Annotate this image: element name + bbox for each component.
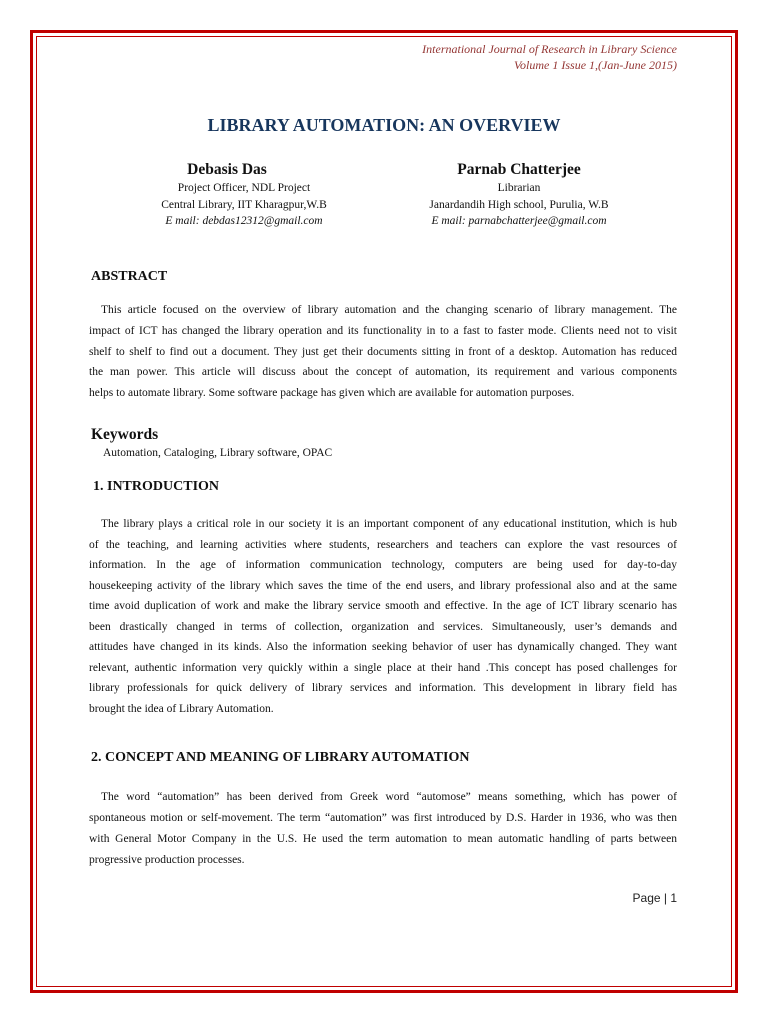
paper-title: LIBRARY AUTOMATION: AN OVERVIEW xyxy=(207,115,561,135)
paragraph-line: relevant, authentic information very quickly within a single place at their hand .This concept has posed challenges for xyxy=(89,661,677,674)
paragraph-line: been drastically changed in terms of collection, organization and services. Simultaneously, user’s demands and xyxy=(89,620,677,633)
paragraph-line: spontaneous motion or self-movement. The term “automation” was first introduced by D.S. Harder in 1936, who was then xyxy=(89,811,677,824)
journal-issue: Volume 1 Issue 1,(Jan-June 2015) xyxy=(514,58,677,72)
section-heading: 2. CONCEPT AND MEANING OF LIBRARY AUTOMATION xyxy=(91,750,470,765)
paragraph-line: impact of ICT has changed the library operation and its functionality in to a fast to faster mode. Clients need not to visit xyxy=(89,324,677,337)
paragraph-line: shelf to shelf to find out a document. They just get their documents sitting in front of a desktop. Automation has reduced xyxy=(89,345,677,358)
paragraph-line: of the teaching, and learning activities where students, researchers and teachers can explore the vast resources of xyxy=(89,538,677,551)
author-name: Parnab Chatterjee xyxy=(457,161,581,178)
author-name: Debasis Das xyxy=(187,161,267,178)
paragraph-line: housekeeping activity of the library which saves the time of the end users, and library professional also and at the same xyxy=(89,579,677,592)
journal-header xyxy=(422,41,677,73)
keywords-heading: Keywords xyxy=(91,426,159,443)
author-affiliation: Janardandih High school, Purulia, W.B xyxy=(429,198,609,211)
journal-name: International Journal of Research in Library Science xyxy=(422,42,677,56)
author-position: Librarian xyxy=(497,182,541,194)
page-number: Page | 1 xyxy=(632,891,677,905)
author-email: E mail: debdas12312@gmail.com xyxy=(165,215,323,227)
author-email: E mail: parnabchatterjee@gmail.com xyxy=(431,215,607,227)
paragraph-line: with General Motor Company in the U.S. He used the term automation to mean automatic handling of parts between xyxy=(89,832,677,845)
paragraph-line: attitudes have changed in its kinds. Also the information seeking behavior of user has dynamically changed. They want xyxy=(89,641,677,654)
paragraph-line: This article focused on the overview of library automation and the changing scenario of library management. The xyxy=(101,304,677,316)
abstract-text xyxy=(89,300,677,404)
paragraph-line: information. In the age of information communication technology, computers are being used for day-to-day xyxy=(89,559,677,572)
abstract-heading: ABSTRACT xyxy=(91,269,168,284)
paragraph-line: brought the idea of Library Automation. xyxy=(89,702,274,715)
section-text xyxy=(89,787,677,871)
paragraph-line: The word “automation” has been derived from Greek word “automose” means something, which has power of xyxy=(101,791,677,803)
paragraph-line: helps to automate library. Some software package has given which are available for automation purposes. xyxy=(89,387,575,399)
paragraph-line: the man power. This article will discuss about the concept of automation, its requirement and various components xyxy=(89,366,677,379)
keywords-list: Automation, Cataloging, Library software, OPAC xyxy=(103,447,333,459)
paragraph-line: progressive production processes. xyxy=(89,853,245,866)
author-details xyxy=(124,180,364,230)
paragraph-line: time avoid duplication of work and make the library service smooth and effective. In the age of ICT library scenario has xyxy=(89,600,677,613)
section-heading: 1. INTRODUCTION xyxy=(93,479,220,494)
section-text xyxy=(89,514,677,719)
author-position: Project Officer, NDL Project xyxy=(177,182,311,194)
author-affiliation: Central Library, IIT Kharagpur,W.B xyxy=(161,198,327,211)
paragraph-line: The library plays a critical role in our society it is an important component of any educational institution, which is hub xyxy=(101,518,677,530)
author-details xyxy=(399,180,639,230)
paragraph-line: library professionals for quick delivery of library services and information. This development in library field has xyxy=(89,682,677,695)
